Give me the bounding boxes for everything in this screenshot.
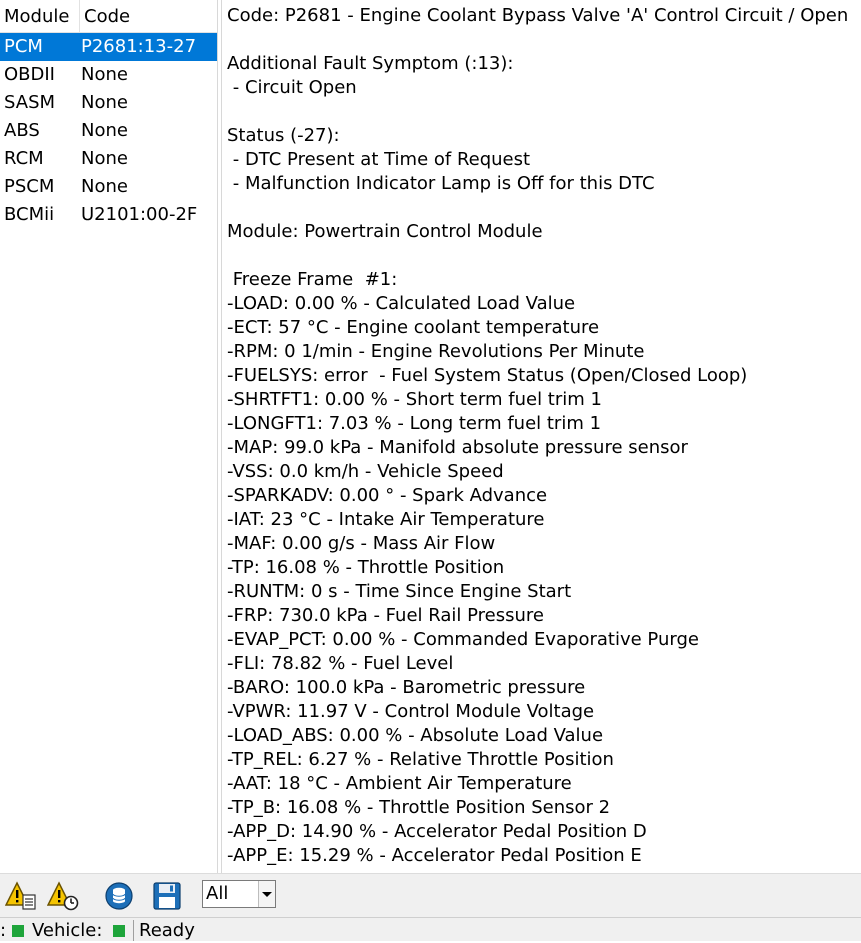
module-name: ABS: [4, 120, 40, 141]
detail-line: - Circuit Open: [227, 77, 357, 98]
clear-codes-button[interactable]: [44, 878, 82, 914]
module-name: SASM: [4, 92, 56, 113]
module-name: OBDII: [4, 64, 55, 85]
detail-line: -FRP: 730.0 kPa - Fuel Rail Pressure: [227, 605, 544, 626]
module-row-sasm[interactable]: [0, 89, 217, 117]
warning-report-icon: [5, 881, 37, 911]
detail-line: -BARO: 100.0 kPa - Barometric pressure: [227, 677, 586, 698]
module-row-rcm[interactable]: [0, 145, 217, 173]
database-icon: [103, 881, 135, 911]
module-code: None: [81, 64, 128, 85]
detail-line: -LOAD: 0.00 % - Calculated Load Value: [227, 293, 576, 314]
detail-line: Freeze Frame #1:: [227, 269, 398, 290]
dtc-detail-pane[interactable]: [221, 0, 861, 873]
detail-line: -LONGFT1: 7.03 % - Long term fuel trim 1: [227, 413, 602, 434]
detail-line: Additional Fault Symptom (:13):: [227, 53, 514, 74]
detail-line: - DTC Present at Time of Request: [227, 149, 531, 170]
module-code: None: [81, 148, 128, 169]
detail-line: -MAP: 99.0 kPa - Manifold absolute pressure sensor: [227, 437, 688, 458]
column-separator[interactable]: [79, 0, 80, 32]
detail-line: -TP_B: 16.08 % - Throttle Position Sensor 2: [227, 797, 611, 818]
module-code: U2101:00-2F: [81, 204, 198, 225]
detail-line: -EVAP_PCT: 0.00 % - Commanded Evaporative Purge: [227, 629, 699, 650]
connection-indicator-icon: [12, 925, 24, 937]
module-row-abs[interactable]: [0, 117, 217, 145]
module-list[interactable]: [0, 0, 218, 873]
save-button[interactable]: [148, 878, 186, 914]
save-icon: [151, 881, 183, 911]
detail-line: -RUNTM: 0 s - Time Since Engine Start: [227, 581, 572, 602]
detail-line: -ECT: 57 °C - Engine coolant temperature: [227, 317, 600, 338]
module-code: None: [81, 176, 128, 197]
detail-line: -FUELSYS: error - Fuel System Status (Open/Closed Loop): [227, 365, 748, 386]
module-row-obdii[interactable]: [0, 61, 217, 89]
detail-line: -MAF: 0.00 g/s - Mass Air Flow: [227, 533, 496, 554]
status-left-fragment: :: [0, 920, 7, 941]
module-name: PCM: [4, 36, 43, 57]
detail-line: -TP_REL: 6.27 % - Relative Throttle Position: [227, 749, 614, 770]
detail-line: Module: Powertrain Control Module: [227, 221, 543, 242]
detail-line: -SPARKADV: 0.00 ° - Spark Advance: [227, 485, 548, 506]
status-bar: [0, 917, 861, 941]
dropdown-button[interactable]: [258, 881, 275, 907]
detail-line: -VPWR: 11.97 V - Control Module Voltage: [227, 701, 595, 722]
detail-line: -VSS: 0.0 km/h - Vehicle Speed: [227, 461, 504, 482]
module-row-bcmii[interactable]: [0, 201, 217, 229]
detail-line: - Malfunction Indicator Lamp is Off for this DTC: [227, 173, 655, 194]
module-name: RCM: [4, 148, 44, 169]
vehicle-indicator-icon: [113, 925, 125, 937]
vehicle-label: Vehicle:: [32, 920, 103, 941]
status-text: Ready: [139, 920, 195, 941]
warning-clear-icon: [47, 881, 79, 911]
detail-line: -AAT: 18 °C - Ambient Air Temperature: [227, 773, 572, 794]
column-header-code[interactable]: Code: [84, 6, 131, 27]
column-header-module[interactable]: Module: [4, 6, 70, 27]
module-list-header: [0, 0, 217, 33]
module-row-pcm[interactable]: [0, 33, 217, 61]
module-code: None: [81, 120, 128, 141]
detail-line: -FLI: 78.82 % - Fuel Level: [227, 653, 454, 674]
database-button[interactable]: [100, 878, 138, 914]
status-separator: [133, 920, 134, 941]
detail-line: -RPM: 0 1/min - Engine Revolutions Per Minute: [227, 341, 645, 362]
toolbar: [0, 873, 861, 918]
module-name: PSCM: [4, 176, 55, 197]
read-codes-button[interactable]: [2, 878, 40, 914]
detail-line: -SHRTFT1: 0.00 % - Short term fuel trim 1: [227, 389, 602, 410]
filter-dropdown[interactable]: [202, 880, 276, 908]
module-code: None: [81, 92, 128, 113]
detail-line: Code: P2681 - Engine Coolant Bypass Valve 'A' Control Circuit / Open: [227, 5, 849, 26]
detail-line: -LOAD_ABS: 0.00 % - Absolute Load Value: [227, 725, 604, 746]
detail-line: -TP: 16.08 % - Throttle Position: [227, 557, 505, 578]
detail-line: Status (-27):: [227, 125, 340, 146]
module-row-pscm[interactable]: [0, 173, 217, 201]
chevron-down-icon: [262, 892, 272, 897]
filter-selected-value: All: [206, 883, 229, 904]
module-name: BCMii: [4, 204, 55, 225]
module-code: P2681:13-27: [81, 36, 197, 57]
detail-line: -APP_D: 14.90 % - Accelerator Pedal Position D: [227, 821, 647, 842]
detail-line: -IAT: 23 °C - Intake Air Temperature: [227, 509, 545, 530]
detail-line: -APP_E: 15.29 % - Accelerator Pedal Position E: [227, 845, 642, 866]
